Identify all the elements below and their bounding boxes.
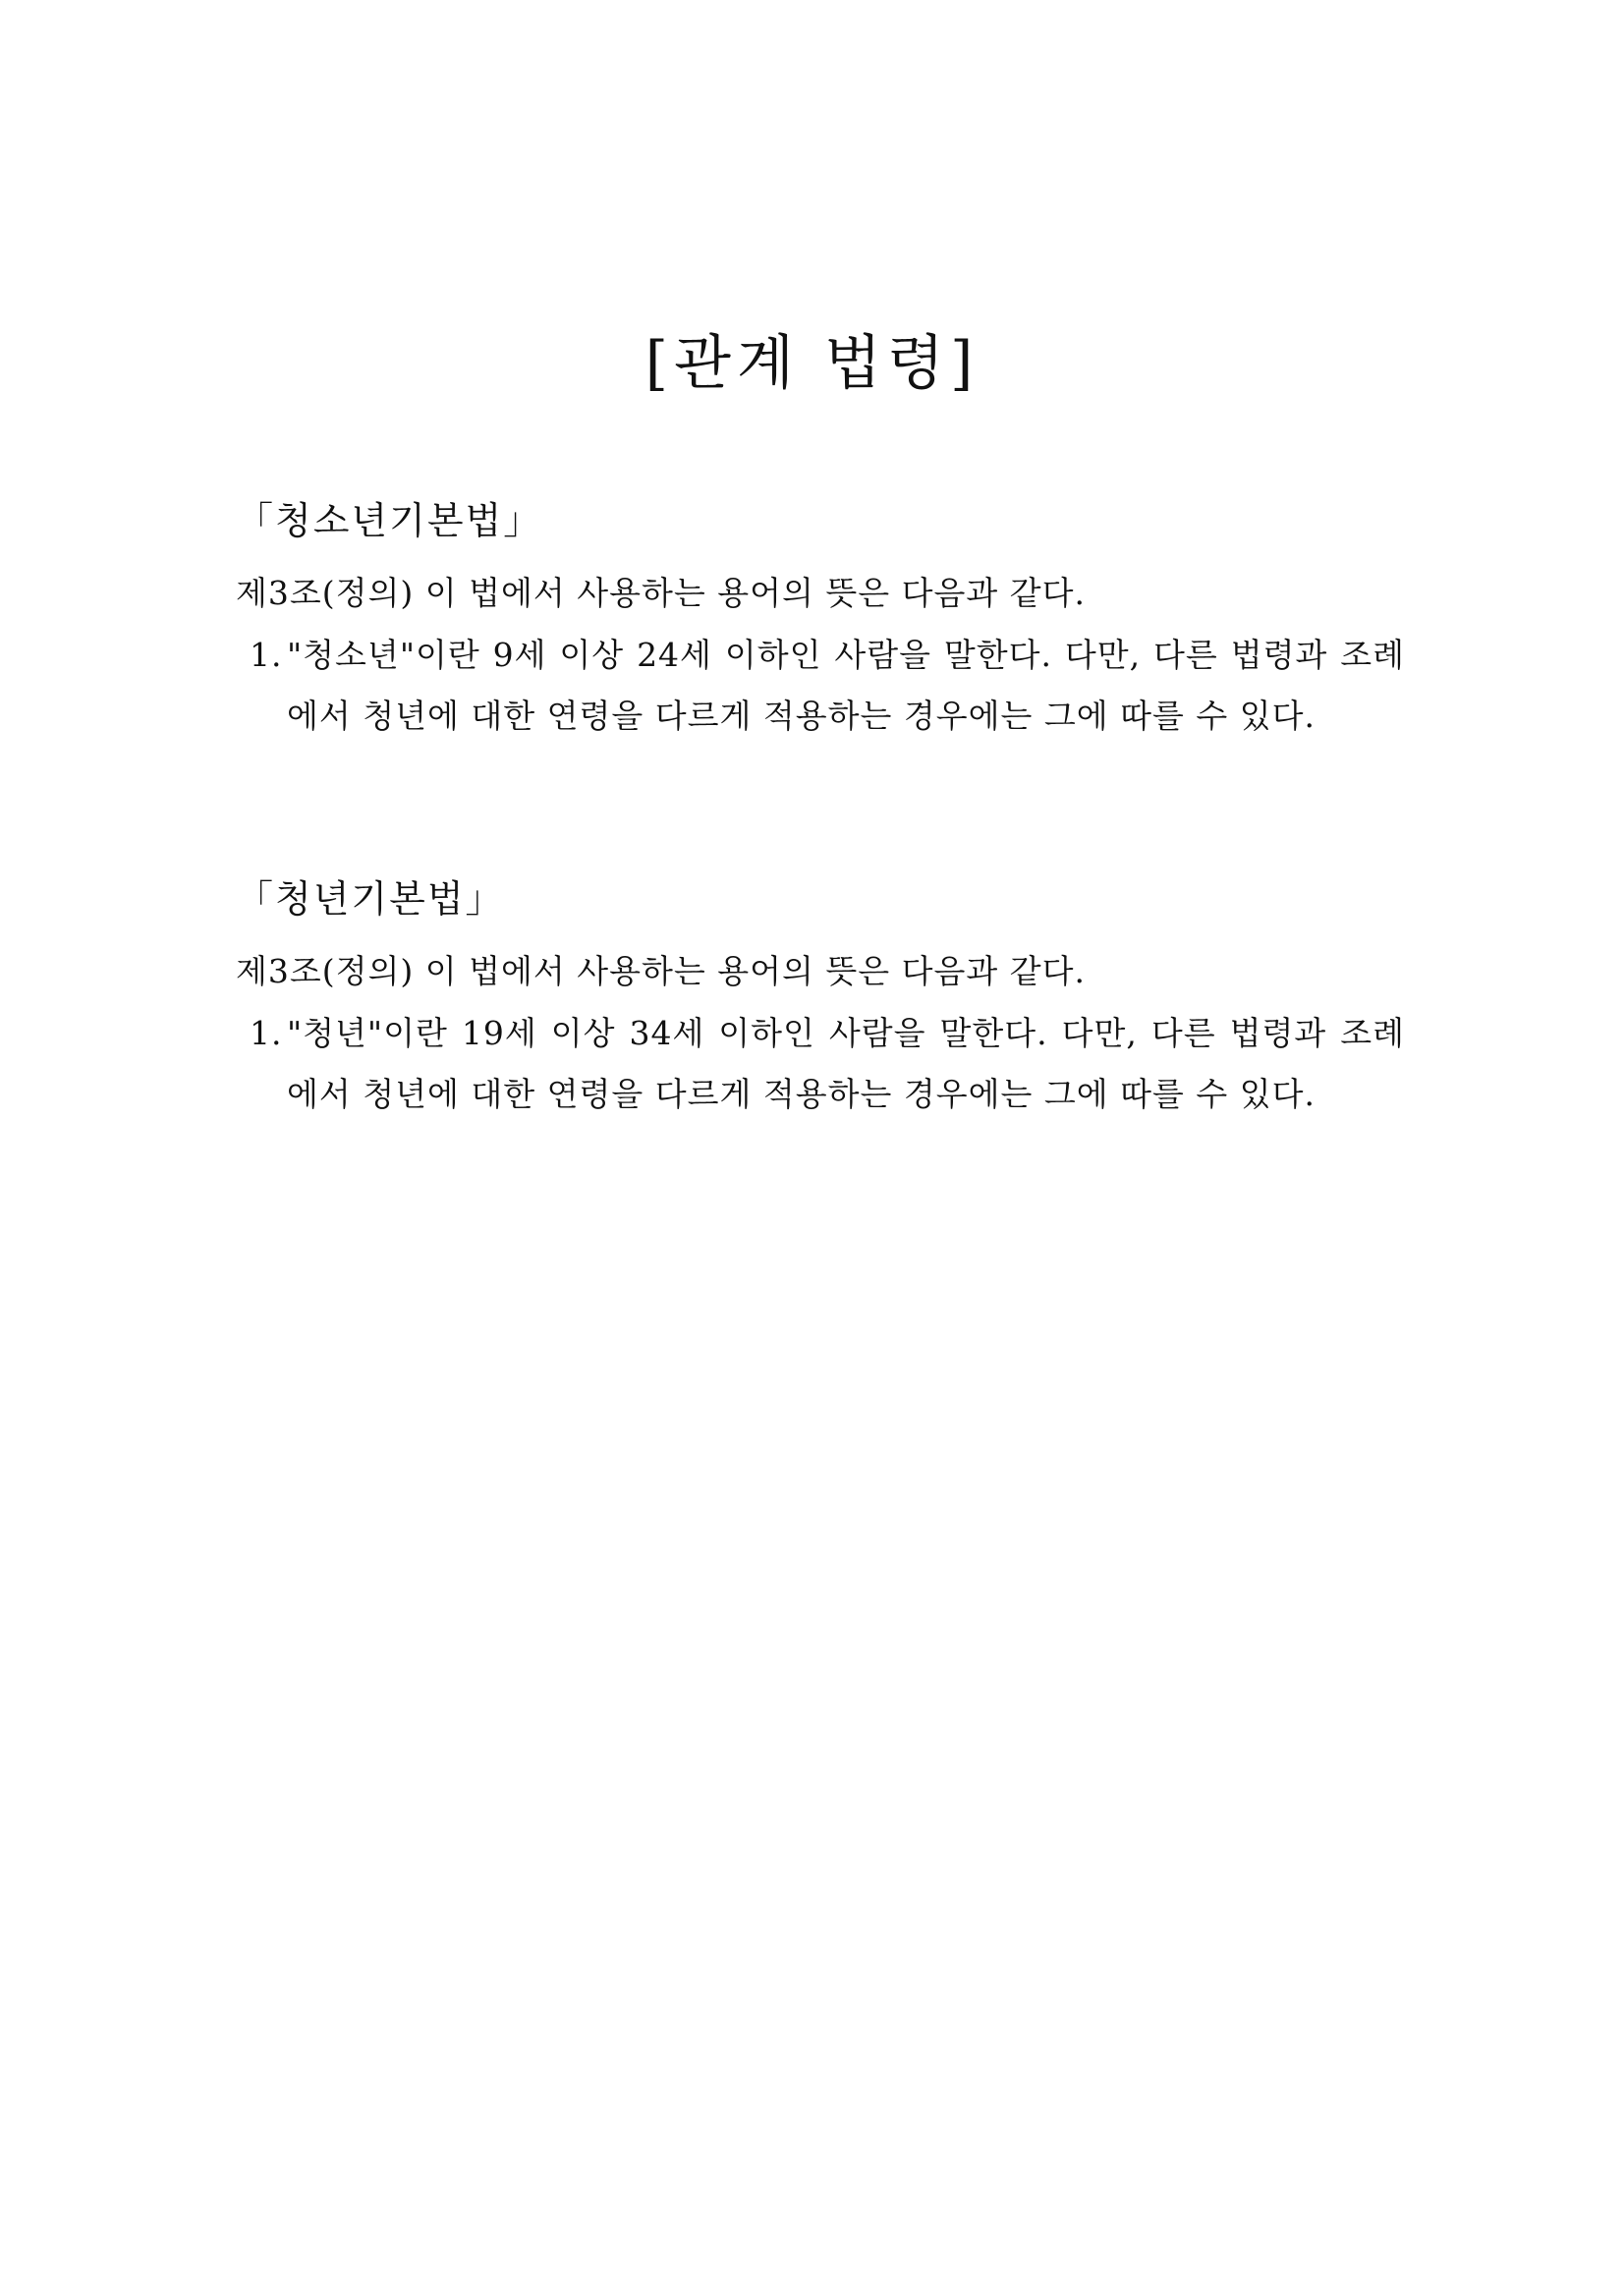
article-heading: 제3조(정의) 이 법에서 사용하는 용어의 뜻은 다음과 같다. [236, 574, 1086, 612]
item-text: "청소년"이란 9세 이상 24세 이하인 사람을 말한다. 다만, 다른 법령과 조례에서 청년에 대한 연령을 다르게 적용하는 경우에는 그에 따를 수 있다. [287, 636, 1405, 735]
item-text: "청년"이란 19세 이상 34세 이하인 사람을 말한다. 다만, 다른 법령과 조례에서 청년에 대한 연령을 다르게 적용하는 경우에는 그에 따를 수 있다. [287, 1014, 1405, 1113]
article-heading: 제3조(정의) 이 법에서 사용하는 용어의 뜻은 다음과 같다. [236, 952, 1086, 990]
item-number: 1. [250, 636, 283, 674]
list-item [236, 625, 1405, 747]
item-number: 1. [250, 1014, 283, 1052]
law-section-youth-basic-act [236, 491, 1405, 747]
law-name: 「청소년기본법」 [236, 499, 543, 542]
law-section-young-adult-basic-act [236, 869, 1405, 1125]
list-item [236, 1003, 1405, 1125]
page-title: [관계 법령] [644, 329, 980, 398]
law-name: 「청년기본법」 [236, 877, 505, 921]
